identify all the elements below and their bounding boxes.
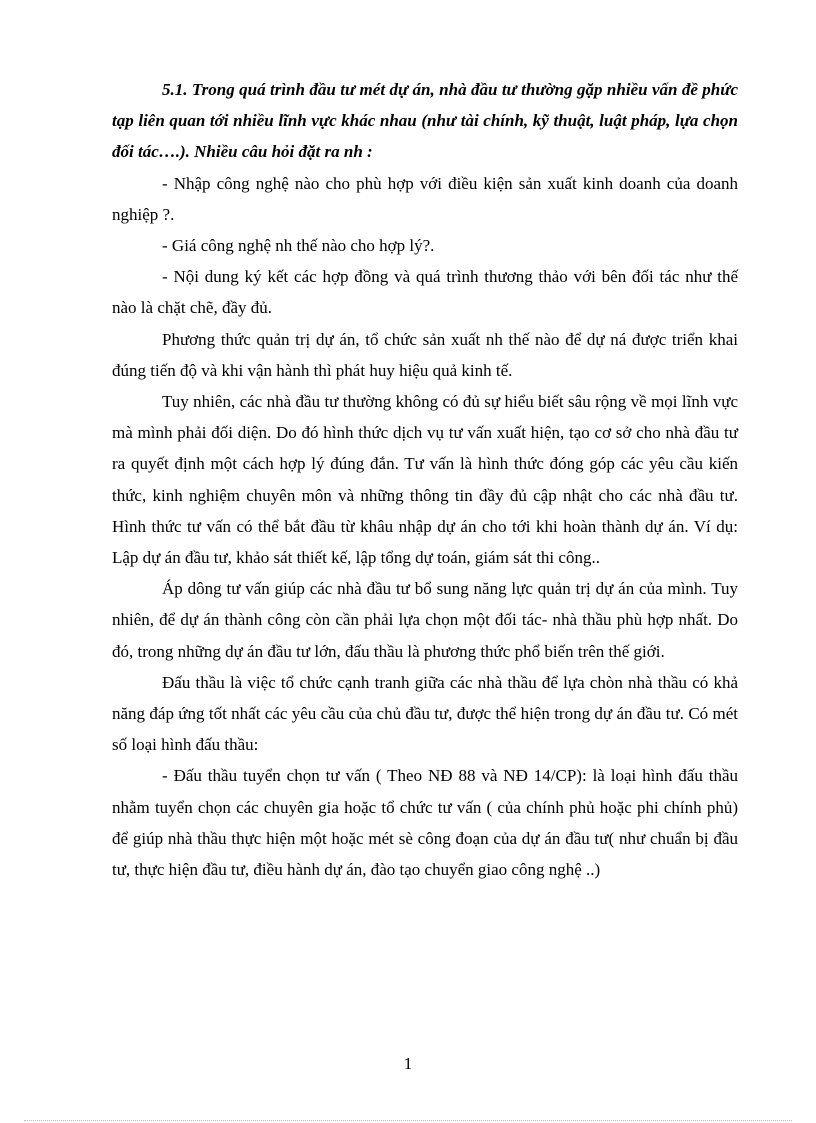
section-heading: 5.1. Trong quá trình đầu tư mét dự án, nhà đầu tư thường gặp nhiều vấn đề phức tạp liên quan tới nhiều lĩnh vực khác nhau (như tài chính, kỹ thuật, luật pháp, lựa chọn đối tác….). Nhiều câu hỏi đặt ra nh : [112,80,738,162]
paragraph-consultant-bidding: - Đấu thầu tuyển chọn tư vấn ( Theo NĐ 88 và NĐ 14/CP): là loại hình đấu thầu nhằm tuyển chọn các chuyên gia hoặc tổ chức tư vấn ( của chính phủ hoặc phi chính phủ) để giúp nhà thầu thực hiện một hoặc mét sè công đoạn của dự án đầu tư( như chuẩn bị đầu tư, thực hiện đầu tư, điều hành dự án, đào tạo chuyển giao công nghệ ..) [112,766,738,880]
page-number: 1 [403,1054,413,1073]
paragraph-question-price: - Giá công nghệ nh thế nào cho hợp lý?. [162,236,435,256]
paragraph-question-technology: - Nhập công nghệ nào cho phù hợp với điều kiện sản xuất kinh doanh của doanh nghiệp ?. [112,173,738,224]
page-bottom-divider [24,1120,792,1121]
paragraph-consulting-services: Tuy nhiên, các nhà đầu tư thường không có đủ sự hiểu biết sâu rộng về mọi lĩnh vực mà mình phải đối diện. Do đó hình thức dịch vụ tư vấn xuất hiện, tạo cơ sở cho nhà đầu tư ra quyết định một cách hợp lý đúng đắn. Tư vấn là hình thức đóng góp các yêu cầu kiến thức, kinh nghiệm chuyên môn và những thông tin đầy đủ cập nhật cho các nhà đầu tư. Hình thức tư vấn có thể bắt đầu từ khâu nhập dự án cho tới khi hoàn thành dự án. Ví dụ: Lập dự án đầu tư, khảo sát thiết kế, lập tổng dự toán, giám sát thi công.. [112,392,738,568]
paragraph-question-contracts: - Nội dung ký kết các hợp đồng và quá trình thương thảo với bên đối tác như thế nào là chặt chẽ, đầy đủ. [112,267,738,318]
document-body [112,74,738,885]
paragraph-project-management: Phương thức quản trị dự án, tổ chức sản xuất nh thế nào để dự ná được triển khai đúng tiến độ và khi vận hành thì phát huy hiệu quả kinh tế. [112,329,738,380]
paragraph-consulting-benefits: Áp dông tư vấn giúp các nhà đầu tư bổ sung năng lực quản trị dự án của mình. Tuy nhiên, để dự án thành công còn cần phải lựa chọn một đối tác- nhà thầu phù hợp nhất. Do đó, trong những dự án đầu tư lớn, đấu thầu là phương thức phổ biến trên thế giới. [112,579,738,661]
paragraph-bidding-definition: Đấu thầu là việc tổ chức cạnh tranh giữa các nhà thầu để lựa chòn nhà thầu có khả năng đáp ứng tốt nhất các yêu cầu của chủ đầu tư, được thể hiện trong dự án đầu tư. Có mét số loại hình đấu thầu: [112,672,738,755]
